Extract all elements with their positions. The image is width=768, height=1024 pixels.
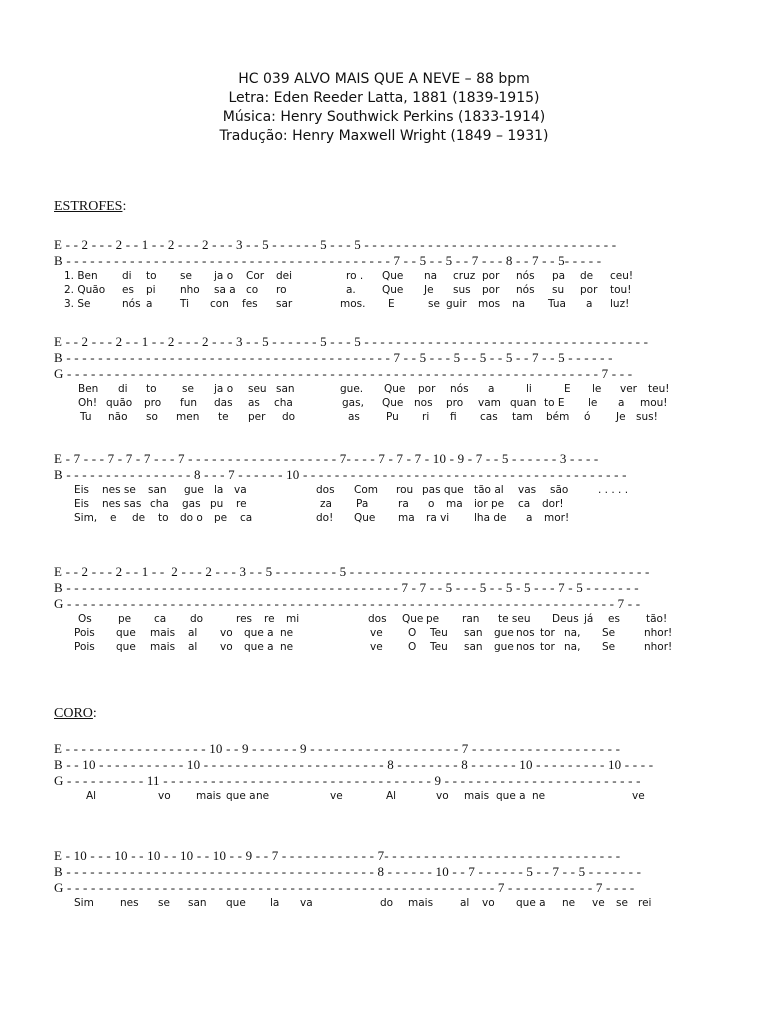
lyric-syllable: a.	[346, 284, 356, 296]
lyric-syllable: mos.	[340, 298, 366, 310]
lyric-syllable: le	[592, 383, 602, 395]
lyric-syllable: a	[488, 383, 495, 395]
tab-line: B - - - - - - - - - - - - - - - - - - - - - - - - - - - - - - - - - - - - - - - 8 - - - - - - 10 - - 7 - - - - - - 5 - - 7 - - 5 - - - - - - -	[54, 864, 642, 879]
lyric-syllable: vo	[482, 897, 495, 909]
lyric-syllable: nós	[122, 298, 141, 310]
lyric-syllable: Pu	[386, 411, 399, 423]
lyric-syllable: Sim,	[74, 512, 98, 524]
lyric-syllable: ver	[620, 383, 637, 395]
tab-line: B - - 10 - - - - - - - - - - - 10 - - - - - - - - - - - - - - - - - - - - - - - 8 - - - - - - - - 8 - - - - - - 10 - - - - - - - - - 10 - - - -	[54, 757, 654, 772]
lyric-line	[54, 483, 754, 497]
lyric-syllable: re	[264, 613, 275, 625]
lyric-syllable: ve	[592, 897, 605, 909]
lyric-syllable: gas	[182, 498, 201, 510]
lyric-syllable: ja o	[214, 383, 234, 395]
lyric-syllable: nho	[180, 284, 200, 296]
lyric-syllable: ior pe	[474, 498, 505, 510]
lyric-syllable: gue.	[340, 383, 364, 395]
lyric-syllable: ri	[422, 411, 430, 423]
lyric-syllable: mou!	[640, 397, 668, 409]
lyric-syllable: Eis	[74, 484, 90, 496]
section-coro-label: CORO	[54, 706, 93, 721]
lyric-syllable: nes	[120, 897, 139, 909]
lyric-syllable: se	[158, 897, 170, 909]
lyric-syllable: se	[180, 270, 192, 282]
lyric-syllable: cas	[480, 411, 498, 423]
lyric-syllable: ceu!	[610, 270, 634, 282]
lyric-syllable: Teu	[430, 627, 448, 639]
lyric-syllable: mais	[464, 790, 490, 802]
lyric-syllable: por	[482, 284, 500, 296]
lyric-syllable: to E	[544, 397, 565, 409]
lyric-syllable: guir	[446, 298, 467, 310]
lyric-syllable: vo	[220, 627, 233, 639]
lyric-syllable: Teu	[430, 641, 448, 653]
lyric-syllable: Ben	[78, 383, 99, 395]
lyric-syllable: sar	[276, 298, 293, 310]
lyric-syllable: Cor	[246, 270, 265, 282]
lyric-syllable: cha	[150, 498, 169, 510]
lyric-syllable: al	[188, 627, 198, 639]
lyric-syllable: tor	[540, 641, 555, 653]
lyric-syllable: do	[282, 411, 296, 423]
lyric-line	[54, 896, 754, 910]
lyric-syllable: san	[188, 897, 207, 909]
lyric-syllable: ca	[518, 498, 531, 510]
lyric-syllable: pe	[118, 613, 132, 625]
lyric-syllable: que a	[244, 641, 274, 653]
lyric-syllable: se	[428, 298, 440, 310]
lyric-line	[54, 269, 754, 283]
lyric-syllable: por	[482, 270, 500, 282]
tab-line: B - - - - - - - - - - - - - - - - 8 - - - 7 - - - - - - 10 - - - - - - - - - - - - - - - - - - - - - - - - - - - - - - - - - - - - - - - - -	[54, 467, 627, 482]
tab-line: E - 7 - - - 7 - 7 - 7 - - - 7 - - - - - - - - - - - - - - - - - - - 7- - - - 7 - 7 - 7 - 10 - 9 - 7 - - 5 - - - - - - 3 - - - -	[54, 451, 599, 466]
lyric-syllable: E	[564, 383, 571, 395]
lyric-syllable: dei	[276, 270, 293, 282]
lyric-syllable: mais	[408, 897, 434, 909]
lyric-syllable: di	[118, 383, 128, 395]
lyrics-author: Letra: Eden Reeder Latta, 1881 (1839-1915)	[228, 90, 540, 106]
lyric-syllable: ja o	[214, 270, 234, 282]
lyric-syllable: rei	[638, 897, 652, 909]
tab-line: G - - - - - - - - - - - - - - - - - - - - - - - - - - - - - - - - - - - - - - - - - - - - - - - - - - - - - - - - - - - - - - - - - - - - - 7 - -	[54, 596, 641, 611]
lyric-syllable: tão!	[646, 613, 668, 625]
lyric-syllable: cruz	[453, 270, 476, 282]
lyric-syllable: fun	[180, 397, 198, 409]
tab-block-coro-1	[54, 741, 754, 803]
tab-line: B - - - - - - - - - - - - - - - - - - - - - - - - - - - - - - - - - - - - - - - - - - 7 - 7 - - 5 - - - 5 - - 5 - 5 - - - 7 - 5 - - - - - - -	[54, 580, 639, 595]
lyric-syllable: nos	[516, 627, 535, 639]
lyric-syllable: Ti	[180, 298, 190, 310]
lyric-syllable: ro	[276, 284, 287, 296]
lyric-syllable: ma	[446, 498, 463, 510]
lyric-syllable: se	[616, 897, 628, 909]
lyric-syllable: a	[586, 298, 593, 310]
lyric-syllable: seu	[248, 383, 267, 395]
lyric-syllable: va	[300, 897, 313, 909]
lyric-syllable: por	[418, 383, 436, 395]
lyric-line	[54, 612, 754, 626]
lyric-syllable: Que	[354, 512, 376, 524]
lyric-syllable: vam	[478, 397, 501, 409]
lyric-syllable: de	[580, 270, 594, 282]
section-estrofes-label: ESTROFES	[54, 199, 123, 214]
lyric-syllable: fi	[450, 411, 457, 423]
lyric-line	[54, 410, 754, 424]
lyric-syllable: ra vi	[426, 512, 450, 524]
lyric-line	[54, 497, 754, 511]
lyric-line	[54, 640, 754, 654]
lyric-syllable: ve	[370, 627, 383, 639]
lyric-syllable: pe	[426, 613, 440, 625]
lyric-syllable: mais	[150, 627, 176, 639]
lyric-syllable: na,	[564, 627, 581, 639]
lyric-syllable: as	[348, 411, 360, 423]
lyric-syllable: que a	[496, 790, 526, 802]
lyric-syllable: te seu	[498, 613, 531, 625]
lyric-syllable: Se	[602, 641, 616, 653]
translator: Tradução: Henry Maxwell Wright (1849 – 1931)	[219, 128, 549, 144]
lyric-syllable: es	[122, 284, 134, 296]
lyric-syllable: ro .	[346, 270, 364, 282]
lyric-syllable: gas,	[342, 397, 364, 409]
lyric-syllable: . . . . .	[598, 484, 629, 496]
lyric-syllable: di	[122, 270, 132, 282]
lyric-syllable: Que	[382, 284, 404, 296]
section-estrofes	[54, 199, 126, 215]
lyric-syllable: pro	[446, 397, 464, 409]
lyric-line	[54, 626, 754, 640]
lyric-syllable: al	[188, 641, 198, 653]
tab-block-coro-2	[54, 848, 754, 910]
tab-line: B - - - - - - - - - - - - - - - - - - - - - - - - - - - - - - - - - - - - - - - - - 7 - - 5 - - - 5 - - 5 - - 5 - - 7 - - 5 - - - - - -	[54, 350, 613, 365]
lyric-line	[54, 396, 754, 410]
tab-line: E - - 2 - - - 2 - - 1 - - 2 - - - 2 - - - 3 - - 5 - - - - - - 5 - - - 5 - - - - - - - - - - - - - - - - - - - - - - - - - - - - - - - - - - - -	[54, 334, 649, 349]
lyric-syllable: al	[460, 897, 470, 909]
tab-line: E - - 2 - - - 2 - - 1 - - 2 - - - 2 - - - 3 - - 5 - - - - - - 5 - - - 5 - - - - - - - - - - - - - - - - - - - - - - - - - - - - - - - -	[54, 237, 617, 252]
lyric-syllable: Se	[602, 627, 616, 639]
lyric-syllable: Tua	[548, 298, 566, 310]
lyric-syllable: nós	[450, 383, 469, 395]
lyric-syllable: que a	[516, 897, 546, 909]
lyric-syllable: ve	[632, 790, 645, 802]
lyric-syllable: nes se	[102, 484, 136, 496]
lyric-syllable: cha	[274, 397, 293, 409]
lyric-syllable: re	[236, 498, 247, 510]
lyric-syllable: mais	[150, 641, 176, 653]
song-header	[0, 70, 768, 146]
lyric-syllable: gue	[494, 627, 514, 639]
lyric-syllable: Que	[382, 270, 404, 282]
lyric-syllable: do	[380, 897, 394, 909]
lyric-syllable: pro	[144, 397, 162, 409]
tab-line: G - - - - - - - - - - 11 - - - - - - - - - - - - - - - - - - - - - - - - - - - - - - - - - - 9 - - - - - - - - - - - - - - - - - - - - - - - - -	[54, 773, 641, 788]
lyric-syllable: se	[182, 383, 194, 395]
lyric-syllable: res	[236, 613, 253, 625]
lyric-syllable: Je	[616, 411, 626, 423]
lyric-syllable: to	[146, 383, 157, 395]
lyric-syllable: já	[584, 613, 594, 625]
lyric-syllable: 2. Quão	[64, 284, 106, 296]
lyric-syllable: va	[234, 484, 247, 496]
lyric-syllable: Deus	[552, 613, 579, 625]
lyric-syllable: Pois	[74, 627, 95, 639]
lyric-syllable: fes	[242, 298, 258, 310]
lyric-syllable: nhor!	[644, 627, 673, 639]
lyric-syllable: Pa	[356, 498, 369, 510]
lyric-syllable: mais	[196, 790, 222, 802]
lyric-syllable: Os	[78, 613, 92, 625]
lyric-syllable: san	[148, 484, 167, 496]
lyric-syllable: Oh!	[78, 397, 98, 409]
lyric-syllable: E	[388, 298, 395, 310]
lyric-syllable: ne	[562, 897, 576, 909]
lyric-syllable: san	[464, 641, 483, 653]
lyric-syllable: gue	[184, 484, 204, 496]
lyric-syllable: pi	[146, 284, 156, 296]
lyric-syllable: rou	[396, 484, 414, 496]
lyric-syllable: Com	[354, 484, 378, 496]
lyric-syllable: que	[116, 627, 136, 639]
lyric-syllable: la	[214, 484, 224, 496]
lyric-syllable: ca	[240, 512, 253, 524]
lyric-syllable: Pois	[74, 641, 95, 653]
lyric-syllable: le	[588, 397, 598, 409]
lyric-syllable: san	[276, 383, 295, 395]
lyric-syllable: nos	[414, 397, 433, 409]
lyric-syllable: to	[158, 512, 169, 524]
lyric-syllable: na	[424, 270, 438, 282]
lyric-syllable: con	[210, 298, 229, 310]
lyric-syllable: que a	[244, 627, 274, 639]
lyric-syllable: tam	[512, 411, 533, 423]
lyric-syllable: es	[608, 613, 620, 625]
lyric-syllable: e	[110, 512, 117, 524]
lyric-line	[54, 382, 754, 396]
lyric-syllable: bém	[546, 411, 570, 423]
lyric-syllable: a	[146, 298, 153, 310]
lyric-syllable: Que	[384, 383, 406, 395]
lyric-syllable: na,	[564, 641, 581, 653]
lyric-syllable: nós	[516, 270, 535, 282]
lyric-syllable: a	[526, 512, 533, 524]
lyric-syllable: sus!	[636, 411, 658, 423]
lyric-syllable: dos	[316, 484, 335, 496]
lyric-syllable: na	[512, 298, 526, 310]
lyric-syllable: Sim	[74, 897, 94, 909]
lyric-syllable: sa a	[214, 284, 236, 296]
lyric-syllable: das	[214, 397, 233, 409]
lyric-syllable: to	[146, 270, 157, 282]
music-author: Música: Henry Southwick Perkins (1833-1914)	[222, 109, 546, 125]
lyric-syllable: quão	[106, 397, 133, 409]
lyric-syllable: ve	[370, 641, 383, 653]
lyric-syllable: te	[218, 411, 229, 423]
lyric-syllable: do o	[180, 512, 203, 524]
lyric-syllable: Al	[86, 790, 97, 802]
tab-block-2	[54, 334, 754, 424]
lyric-syllable: Tu	[80, 411, 92, 423]
lyric-syllable: 3. Se	[64, 298, 91, 310]
lyric-syllable: vas	[518, 484, 537, 496]
lyric-syllable: ca	[154, 613, 167, 625]
tab-line: E - - 2 - - - 2 - - 1 - - 2 - - - 2 - - - 3 - - 5 - - - - - - - - 5 - - - - - - - - - - - - - - - - - - - - - - - - - - - - - - - - - - - - - -	[54, 564, 650, 579]
lyric-syllable: Al	[386, 790, 397, 802]
lyric-syllable: a	[618, 397, 625, 409]
lyric-syllable: O	[408, 627, 417, 639]
lyric-syllable: nhor!	[644, 641, 673, 653]
lyric-syllable: teu!	[648, 383, 670, 395]
lyric-syllable: lha de	[474, 512, 507, 524]
lyric-syllable: dor!	[542, 498, 564, 510]
lyric-syllable: ma	[398, 512, 415, 524]
lyric-syllable: de	[132, 512, 146, 524]
tab-block-3	[54, 451, 754, 525]
lyric-syllable: Que	[382, 397, 404, 409]
lyric-syllable: vo	[220, 641, 233, 653]
section-estrofes-colon: :	[122, 199, 127, 214]
lyric-syllable: são	[550, 484, 569, 496]
lyric-syllable: su	[552, 284, 565, 296]
lyric-syllable: ra	[398, 498, 409, 510]
lyric-syllable: 1. Ben	[64, 270, 98, 282]
lyric-line	[54, 511, 754, 525]
lyric-syllable: nós	[516, 284, 535, 296]
lyric-syllable: vo	[436, 790, 449, 802]
lyric-syllable: ne	[280, 641, 294, 653]
lyric-syllable: gue	[494, 641, 514, 653]
lyric-syllable: nos	[516, 641, 535, 653]
lyric-syllable: O	[408, 641, 417, 653]
lyric-syllable: ne	[280, 627, 294, 639]
lyric-syllable: pa	[552, 270, 566, 282]
lyric-syllable: so	[146, 411, 158, 423]
lyric-syllable: li	[526, 383, 532, 395]
lyric-syllable: ó	[584, 411, 591, 423]
tab-block-4	[54, 564, 754, 654]
lyric-syllable: mos	[478, 298, 501, 310]
lyric-syllable: vo	[158, 790, 171, 802]
lyric-syllable: tor	[540, 627, 555, 639]
tab-line: G - - - - - - - - - - - - - - - - - - - - - - - - - - - - - - - - - - - - - - - - - - - - - - - - - - - - - - 7 - - - - - - - - - - - 7 - - - -	[54, 880, 635, 895]
lyric-syllable: ve	[330, 790, 343, 802]
lyric-syllable: que	[116, 641, 136, 653]
lyric-syllable: za	[320, 498, 332, 510]
lyric-syllable: o	[428, 498, 435, 510]
lyric-syllable: sus	[453, 284, 471, 296]
lyric-syllable: do!	[316, 512, 334, 524]
lyric-syllable: nes sas	[102, 498, 142, 510]
lyric-syllable: Que	[402, 613, 424, 625]
lyric-syllable: men	[176, 411, 200, 423]
lyric-syllable: luz!	[610, 298, 630, 310]
lyric-syllable: quan	[510, 397, 537, 409]
lyric-syllable: ran	[462, 613, 480, 625]
song-title: HC 039 ALVO MAIS QUE A NEVE – 88 bpm	[238, 71, 530, 87]
lyric-syllable: que a	[226, 790, 256, 802]
lyric-syllable: pe	[214, 512, 228, 524]
tab-line: G - - - - - - - - - - - - - - - - - - - - - - - - - - - - - - - - - - - - - - - - - - - - - - - - - - - - - - - - - - - - - - - - - - - 7 - - -	[54, 366, 633, 381]
lyric-syllable: Eis	[74, 498, 90, 510]
lyric-syllable: tou!	[610, 284, 632, 296]
tab-block-1	[54, 237, 754, 311]
lyric-line	[54, 789, 754, 803]
lyric-line	[54, 297, 754, 311]
lyric-syllable: pu	[210, 498, 224, 510]
lyric-syllable: tão al	[474, 484, 504, 496]
lyric-syllable: não	[108, 411, 128, 423]
lyric-syllable: por	[580, 284, 598, 296]
section-coro-colon: :	[92, 706, 97, 721]
lyric-syllable: ne	[256, 790, 270, 802]
section-coro	[54, 706, 97, 722]
tab-line: E - 10 - - - 10 - - 10 - - 10 - - 10 - - 9 - - 7 - - - - - - - - - - - - 7- - - - - - - - - - - - - - - - - - - - - - - - - - - - - -	[54, 848, 621, 863]
lyric-syllable: que	[226, 897, 246, 909]
lyric-syllable: Je	[424, 284, 434, 296]
lyric-syllable: mi	[286, 613, 300, 625]
lyric-syllable: dos	[368, 613, 387, 625]
lyric-syllable: co	[246, 284, 259, 296]
lyric-syllable: mor!	[544, 512, 570, 524]
lyric-syllable: pas que	[422, 484, 464, 496]
lyric-syllable: san	[464, 627, 483, 639]
lyric-syllable: do	[190, 613, 204, 625]
tab-line: E - - - - - - - - - - - - - - - - - - 10 - - 9 - - - - - - 9 - - - - - - - - - - - - - - - - - - - 7 - - - - - - - - - - - - - - - - - - -	[54, 741, 621, 756]
lyric-line	[54, 283, 754, 297]
lyric-syllable: la	[270, 897, 280, 909]
lyric-syllable: as	[248, 397, 260, 409]
lyric-syllable: per	[248, 411, 266, 423]
lyric-syllable: ne	[532, 790, 546, 802]
tab-line: B - - - - - - - - - - - - - - - - - - - - - - - - - - - - - - - - - - - - - - - - - 7 - - 5 - - 5 - - 7 - - - 8 - - 7 - - 5- - - - -	[54, 253, 602, 268]
